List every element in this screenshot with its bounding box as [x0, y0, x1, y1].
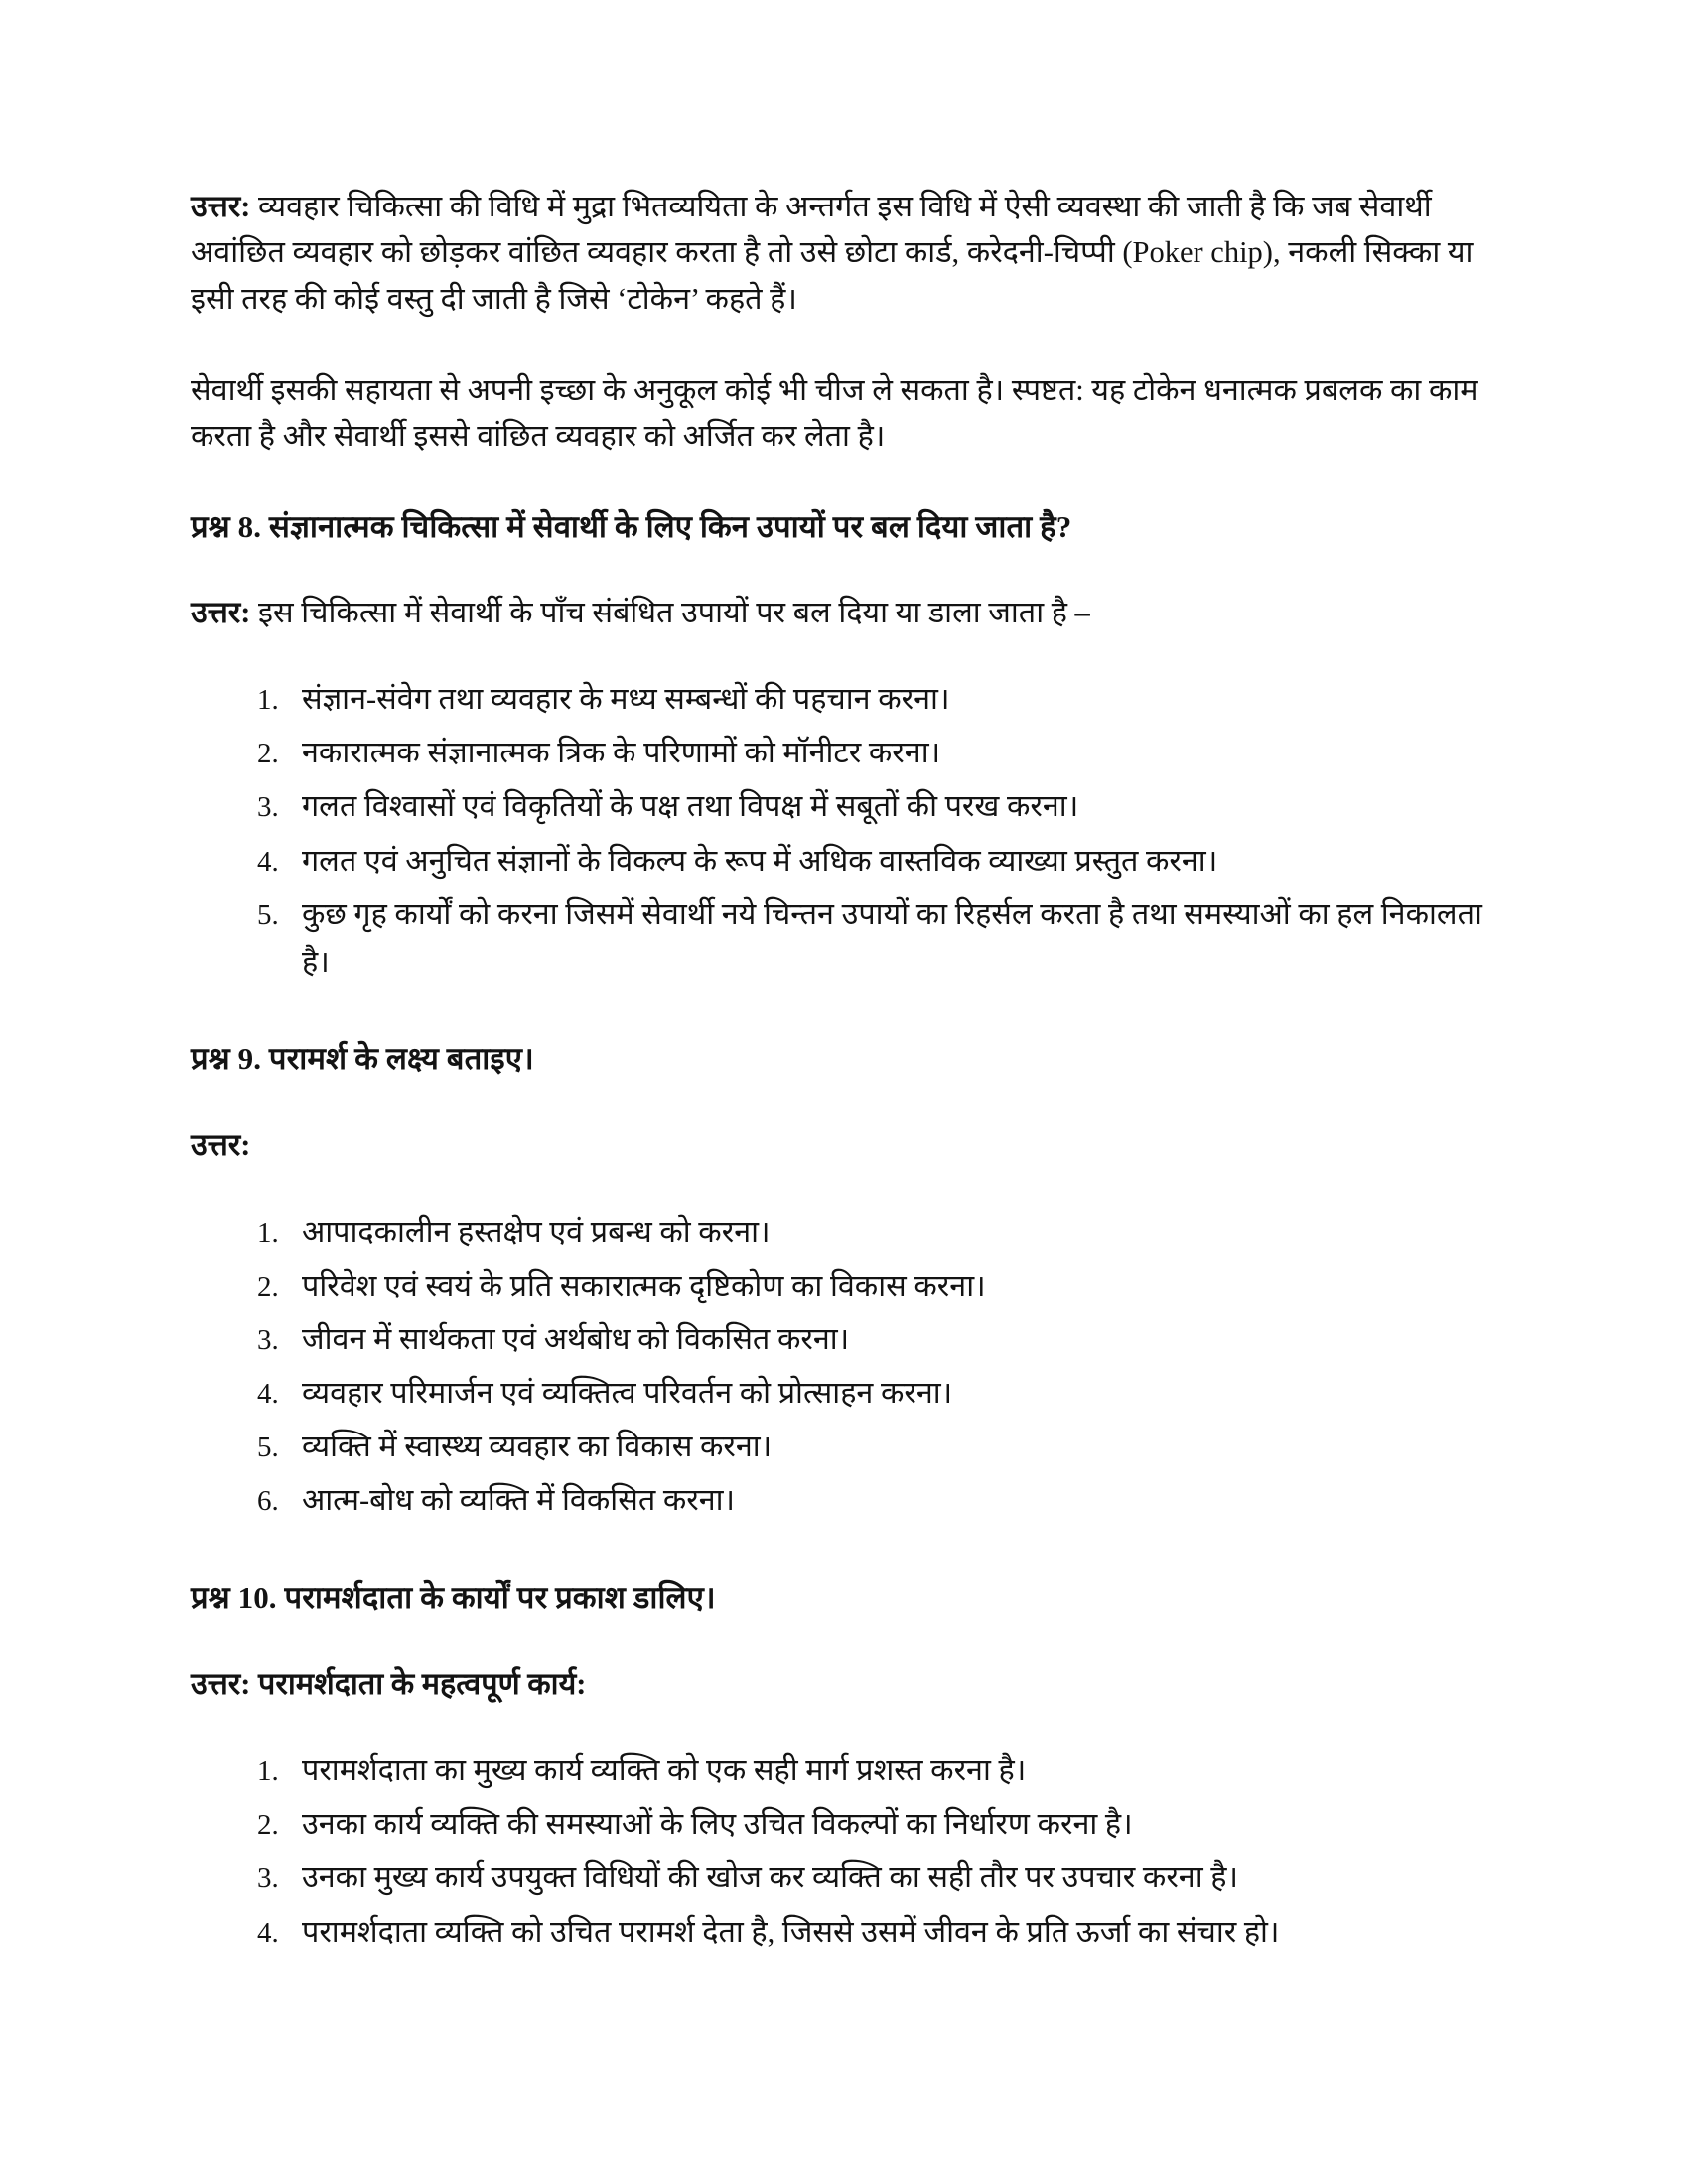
answer-7-paragraph-2: सेवार्थी इसकी सहायता से अपनी इच्छा के अनुकूल कोई भी चीज ले सकता है। स्पष्टत: यह टोकेन धनात्मक प्रबलक का काम करता है और सेवार्थी इससे वांछित व्यवहार को अर्जित कर लेता है।: [191, 373, 1478, 454]
answer-10-intro-text: परामर्शदाता के महत्वपूर्ण कार्य:: [250, 1666, 587, 1701]
list-item: 3. गलत विश्वासों एवं विकृतियों के पक्ष तथा विपक्ष में सबूतों की परख करना।: [286, 782, 1489, 830]
answer-label: उत्तर:: [191, 595, 251, 629]
spacer: [191, 1706, 1489, 1746]
question-8-heading: प्रश्न 8. संज्ञानात्मक चिकित्सा में सेवार्थी के लिए किन उपायों पर बल दिया जाता है?: [191, 508, 1072, 544]
list-item: 5. कुछ गृह कार्यों को करना जिसमें सेवार्थी नये चिन्तन उपायों का रिहर्सल करता है तथा समस्याओं का हल निकालता है।: [286, 890, 1489, 986]
question-10-list: [191, 1746, 1489, 1956]
answer-10-intro: [191, 1661, 1489, 1706]
list-item: 5. व्यक्ति में स्वास्थ्य व्यवहार का विकास करना।: [286, 1423, 1489, 1470]
list-item: 1. संज्ञान-संवेग तथा व्यवहार के मध्य सम्बन्धों की पहचान करना।: [286, 675, 1489, 723]
list-item: 1. आपादकालीन हस्तक्षेप एवं प्रबन्ध को करना।: [286, 1208, 1489, 1256]
list-item: 4. परामर्शदाता व्यक्ति को उचित परामर्श देता है, जिससे उसमें जीवन के प्रति ऊर्जा का संचार हो।: [286, 1908, 1489, 1956]
spacer: [191, 1621, 1489, 1661]
list-item: 2. नकारात्मक संज्ञानात्मक त्रिक के परिणामों को मॉनीटर करना।: [286, 729, 1489, 776]
spacer: [191, 1531, 1489, 1576]
list-item: 2. परिवेश एवं स्वयं के प्रति सकारात्मक दृष्टिकोण का विकास करना।: [286, 1262, 1489, 1309]
question-10-heading: प्रश्न 10. परामर्शदाता के कार्यों पर प्रकाश डालिए।: [191, 1579, 716, 1615]
list-item: 1. परामर्शदाता का मुख्य कार्य व्यक्ति को एक सही मार्ग प्रशस्त करना है।: [286, 1746, 1489, 1794]
answer-8-intro-text: इस चिकित्सा में सेवार्थी के पाँच संबंधित उपायों पर बल दिया या डाला जाता है –: [250, 595, 1090, 629]
list-item: 3. उनका मुख्य कार्य उपयुक्त विधियों की खोज कर व्यक्ति का सही तौर पर उपचार करना है।: [286, 1853, 1489, 1901]
answer-7-text-1: व्यवहार चिकित्सा की विधि में मुद्रा भितव्ययिता के अन्तर्गत इस विधि में ऐसी व्यवस्था की जाती है कि जब सेवार्थी अवांछित व्यवहार को छोड़कर वांछित व्यवहार करता है तो उसे छोटा कार्ड, करेदनी-चिप्पी (Poker chip), नकली सिक्का या इसी तरह की कोई वस्तु दी जाती है जिसे ‘टोकेन’ कहते हैं।: [191, 190, 1474, 316]
answer-7-paragraph-1: [191, 184, 1489, 322]
answer-8-intro: [191, 590, 1489, 635]
document-body: [191, 184, 1489, 1956]
question-9-heading: प्रश्न 9. परामर्श के लक्ष्य बताइए।: [191, 1041, 534, 1077]
answer-9-label-line: [191, 1122, 1489, 1167]
question-8-list: [191, 675, 1489, 986]
answer-label: उत्तर:: [191, 1128, 251, 1162]
spacer: [191, 1168, 1489, 1208]
list-item: 4. गलत एवं अनुचित संज्ञानों के विकल्प के रूप में अधिक वास्तविक व्याख्या प्रस्तुत करना।: [286, 837, 1489, 885]
spacer: [191, 635, 1489, 675]
spacer: [191, 460, 1489, 505]
list-item: 4. व्यवहार परिमार्जन एवं व्यक्तित्व परिवर्तन को प्रोत्साहन करना।: [286, 1369, 1489, 1417]
question-9-list: [191, 1208, 1489, 1525]
spacer: [191, 550, 1489, 590]
list-item: 6. आत्म-बोध को व्यक्ति में विकसित करना।: [286, 1476, 1489, 1524]
list-item: 2. उनका कार्य व्यक्ति की समस्याओं के लिए उचित विकल्पों का निर्धारण करना है।: [286, 1800, 1489, 1847]
spacer: [191, 992, 1489, 1037]
list-item: 3. जीवन में सार्थकता एवं अर्थबोध को विकसित करना।: [286, 1315, 1489, 1363]
spacer: [191, 322, 1489, 367]
spacer: [191, 1082, 1489, 1122]
answer-label: उत्तर:: [191, 190, 251, 223]
answer-label: उत्तर:: [191, 1666, 251, 1701]
